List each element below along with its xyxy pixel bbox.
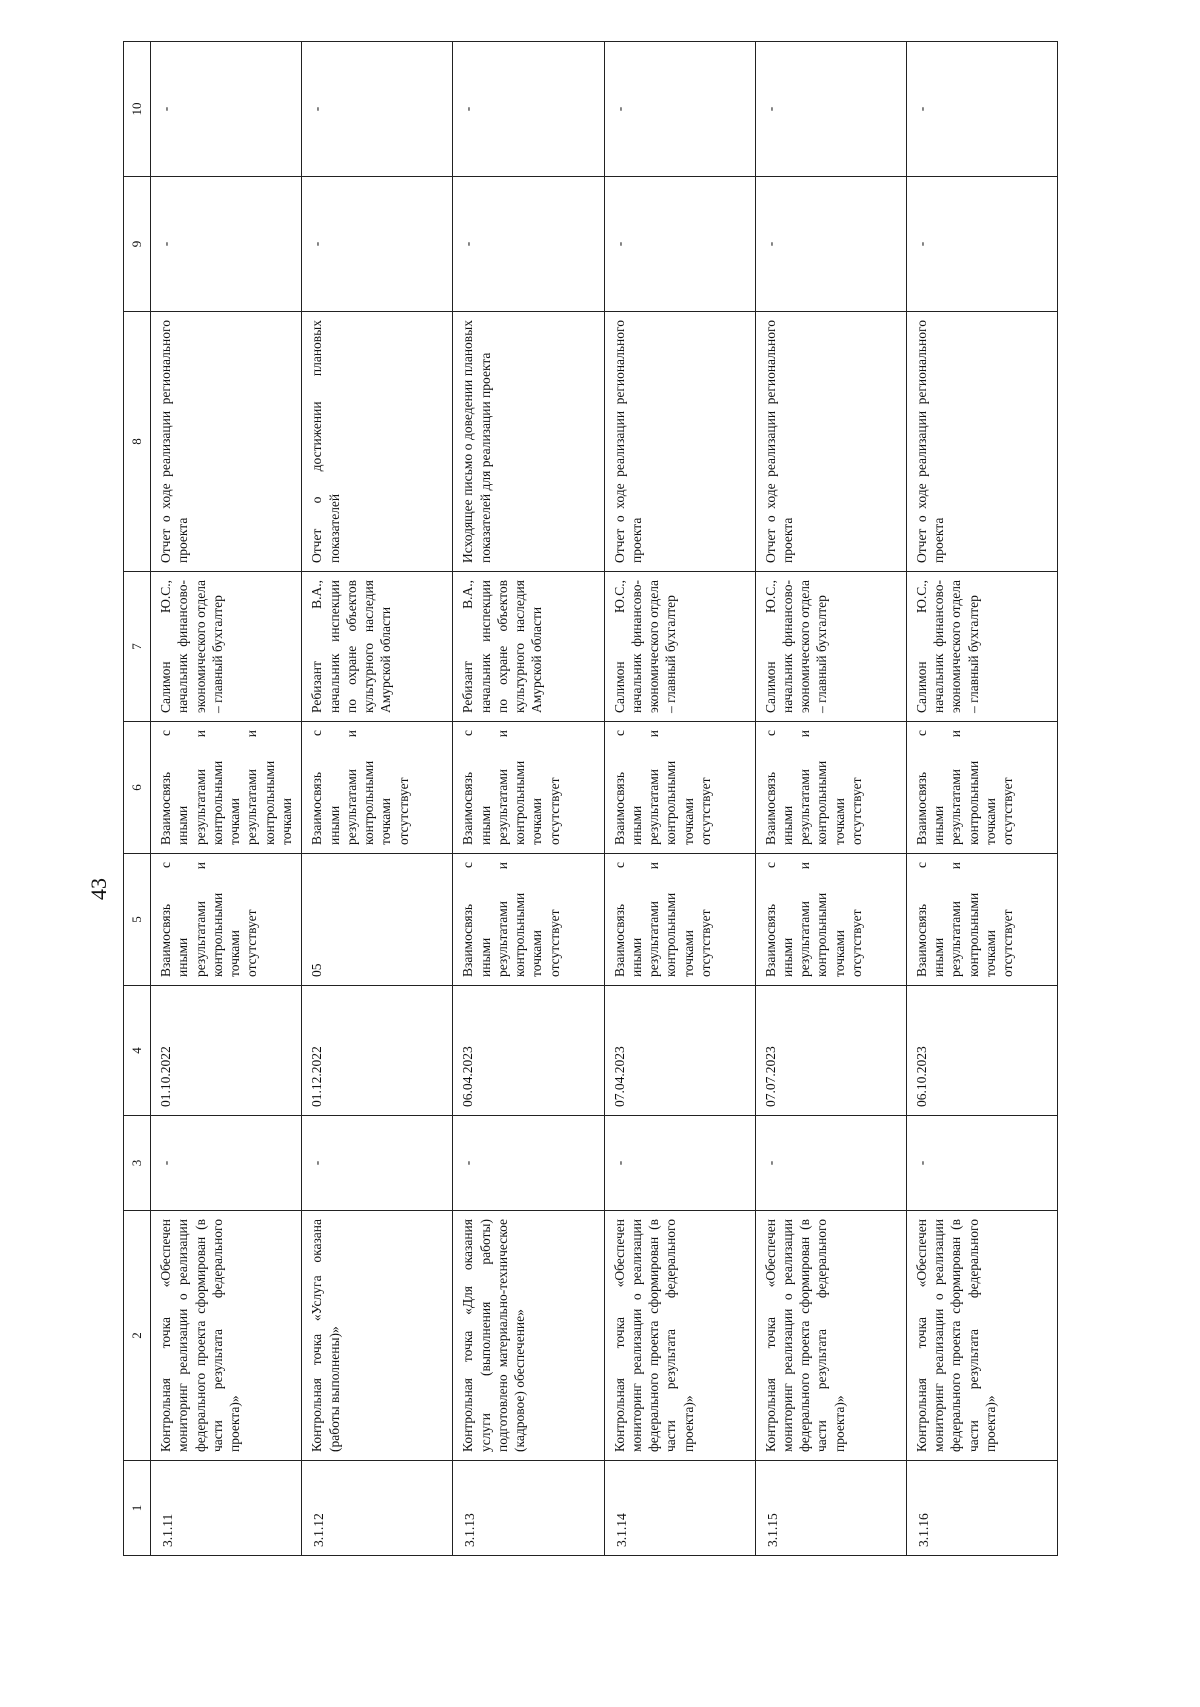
relation-before: Взаимосвязь с иными результатами и контрольными точками отсутствует: [453, 854, 604, 986]
control-point-name: Контрольная точка «Обеспечен мониторинг реализации о реализации федерального проекта сформирован (в части результата федерального проекта)»: [151, 1211, 302, 1461]
column-header: 1: [124, 1461, 151, 1556]
row-number: 3.1.12: [302, 1461, 453, 1556]
cell-col3: -: [604, 1116, 755, 1211]
deadline-date: 07.07.2023: [755, 986, 906, 1116]
column-header: 6: [124, 722, 151, 854]
responsible-person: Салимон Ю.С., начальник финансово-экономического отдела – главный бухгалтер: [755, 572, 906, 722]
page-number: 43: [86, 878, 111, 900]
control-point-name: Контрольная точка «Обеспечен мониторинг реализации о реализации федерального проекта сформирован (в части результата федерального проекта)»: [755, 1211, 906, 1461]
table-row: [151, 42, 302, 1556]
control-point-name: Контрольная точка «Обеспечен мониторинг реализации о реализации федерального проекта сформирован (в части результата федерального проекта)»: [906, 1211, 1057, 1461]
document-type: Отчет о достижении плановых показателей: [302, 312, 453, 572]
document-type: Отчет о ходе реализации регионального проекта: [604, 312, 755, 572]
deadline-date: 06.04.2023: [453, 986, 604, 1116]
relation-after: Взаимосвязь с иными результатами и контрольными точками отсутствует: [604, 722, 755, 854]
cell-col9: -: [302, 177, 453, 312]
cell-col10: -: [151, 42, 302, 177]
relation-after: Взаимосвязь с иными результатами и контрольными точками отсутствует: [755, 722, 906, 854]
relation-before: 05: [302, 854, 453, 986]
cell-col3: -: [151, 1116, 302, 1211]
cell-col3: -: [906, 1116, 1057, 1211]
cell-col10: -: [755, 42, 906, 177]
row-number: 3.1.16: [906, 1461, 1057, 1556]
cell-col9: -: [151, 177, 302, 312]
document-type: Отчет о ходе реализации регионального проекта: [755, 312, 906, 572]
control-point-name: Контрольная точка «Обеспечен мониторинг реализации о реализации федерального проекта сформирован (в части результата федерального проекта)»: [604, 1211, 755, 1461]
responsible-person: Салимон Ю.С., начальник финансово-экономического отдела – главный бухгалтер: [906, 572, 1057, 722]
cell-col9: -: [604, 177, 755, 312]
cell-col3: -: [453, 1116, 604, 1211]
column-header: 7: [124, 572, 151, 722]
cell-col3: -: [302, 1116, 453, 1211]
rotated-table-wrapper: [123, 42, 1058, 1556]
table-body: [151, 42, 1058, 1556]
relation-after: Взаимосвязь с иными результатами и контрольными точками отсутствует: [302, 722, 453, 854]
cell-col9: -: [906, 177, 1057, 312]
deadline-date: 07.04.2023: [604, 986, 755, 1116]
row-number: 3.1.15: [755, 1461, 906, 1556]
relation-after: Взаимосвязь с иными результатами и контрольными точками результатами и контрольными точками: [151, 722, 302, 854]
control-point-name: Контрольная точка «Услуга оказана (работы выполнены)»: [302, 1211, 453, 1461]
control-points-table: [123, 41, 1058, 1556]
table-row: [755, 42, 906, 1556]
column-header: 9: [124, 177, 151, 312]
cell-col9: -: [755, 177, 906, 312]
table-row: [604, 42, 755, 1556]
relation-after: Взаимосвязь с иными результатами и контрольными точками отсутствует: [453, 722, 604, 854]
relation-before: Взаимосвязь с иными результатами и контрольными точками отсутствует: [755, 854, 906, 986]
table-row: [906, 42, 1057, 1556]
document-type: Отчет о ходе реализации регионального проекта: [906, 312, 1057, 572]
row-number: 3.1.13: [453, 1461, 604, 1556]
relation-before: Взаимосвязь с иными результатами и контрольными точками отсутствует: [604, 854, 755, 986]
responsible-person: Салимон Ю.С., начальник финансово-экономического отдела – главный бухгалтер: [604, 572, 755, 722]
column-header: 3: [124, 1116, 151, 1211]
document-type: Отчет о ходе реализации регионального проекта: [151, 312, 302, 572]
cell-col3: -: [755, 1116, 906, 1211]
relation-before: Взаимосвязь с иными результатами и контрольными точками отсутствует: [906, 854, 1057, 986]
cell-col10: -: [906, 42, 1057, 177]
row-number: 3.1.14: [604, 1461, 755, 1556]
deadline-date: 01.12.2022: [302, 986, 453, 1116]
cell-col10: -: [302, 42, 453, 177]
deadline-date: 06.10.2023: [906, 986, 1057, 1116]
table-row: [453, 42, 604, 1556]
cell-col10: -: [604, 42, 755, 177]
table-row: [302, 42, 453, 1556]
cell-col10: -: [453, 42, 604, 177]
control-point-name: Контрольная точка «Для оказания услуги (выполнения работы) подготовлено материально-техническое (кадровое) обеспечение»: [453, 1211, 604, 1461]
cell-col9: -: [453, 177, 604, 312]
column-header: 8: [124, 312, 151, 572]
column-header: 2: [124, 1211, 151, 1461]
relation-after: Взаимосвязь с иными результатами и контрольными точками отсутствует: [906, 722, 1057, 854]
deadline-date: 01.10.2022: [151, 986, 302, 1116]
column-header: 5: [124, 854, 151, 986]
responsible-person: Салимон Ю.С., начальник финансово-экономического отдела – главный бухгалтер: [151, 572, 302, 722]
row-number: 3.1.11: [151, 1461, 302, 1556]
responsible-person: Ребизант В.А., начальник инспекции по охране объектов культурного наследия Амурской области: [453, 572, 604, 722]
relation-before: Взаимосвязь с иными результатами и контрольными точками отсутствует: [151, 854, 302, 986]
column-header: 4: [124, 986, 151, 1116]
document-type: Исходящее письмо о доведении плановых показателей для реализации проекта: [453, 312, 604, 572]
responsible-person: Ребизант В.А., начальник инспекции по охране объектов культурного наследия Амурской области: [302, 572, 453, 722]
column-header: 10: [124, 42, 151, 177]
header-row: [124, 42, 151, 1556]
